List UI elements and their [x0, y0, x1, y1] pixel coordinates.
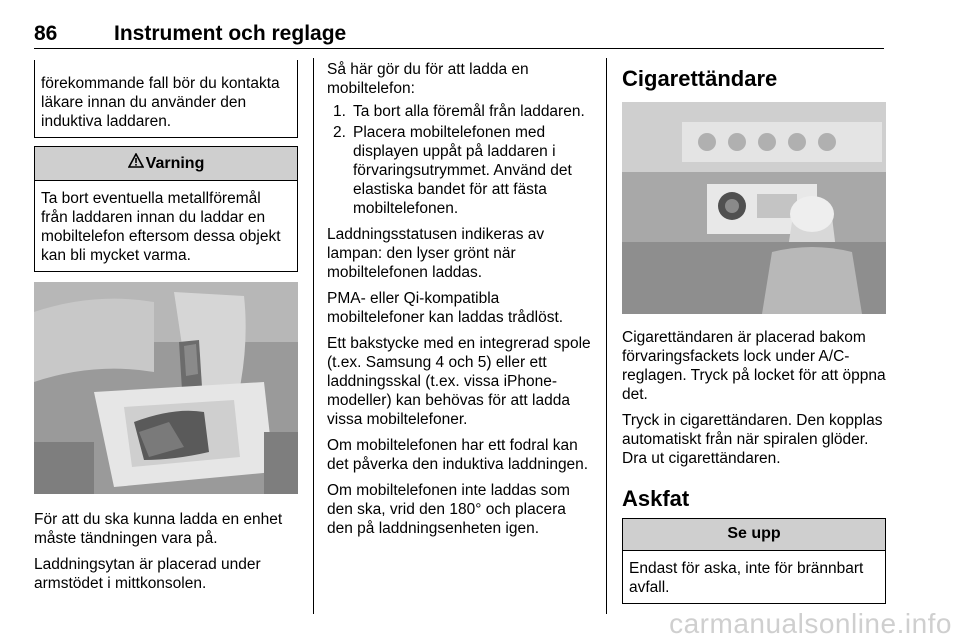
cigarette-usage-paragraph: Tryck in cigarettändaren. Den kopplas automatiskt från när spiralen glöder. Dra ut cigarettändaren. [622, 412, 883, 467]
watermark: carmanualsonline.info [669, 608, 952, 639]
cigarette-lighter-photo [622, 102, 886, 314]
backcover-paragraph: Ett bakstycke med en integrerad spole (t.ex. Samsung 4 och 5) eller ett laddningsskal (t.ex. vissa iPhone-modeller) kan behövas för att ladda vissa mobiltelefoner. [327, 335, 591, 428]
warning-title: Varning [145, 155, 205, 172]
status-paragraph: Laddningsstatusen indikeras av lampan: den lyser grönt när mobiltelefonen laddas. [327, 226, 545, 281]
cigarette-lighter-heading: Cigarettändare [622, 66, 778, 91]
column-2 [327, 60, 593, 545]
step-2: 2. Placera mobiltelefonen med displayen uppåt på laddaren i förvaringsutrymmet. Använd det elastiska bandet för att fästa mobiltelefonen. [333, 124, 572, 217]
column-divider-1 [313, 58, 314, 614]
charging-steps [327, 102, 593, 218]
continued-note-box [34, 60, 298, 138]
ignition-paragraph: För att du ska kunna ladda en enhet måste tändningen vara på. [34, 511, 283, 547]
continued-note-text: förekommande fall bör du kontakta läkare innan du använder den induktiva laddaren. [41, 75, 280, 130]
step-1: 1. Ta bort alla föremål från laddaren. [333, 103, 585, 120]
column-divider-2 [606, 58, 607, 614]
column-1 [34, 60, 298, 600]
ashtray-heading: Askfat [622, 486, 690, 511]
warning-box [34, 146, 298, 272]
compatibility-paragraph: PMA- eller Qi-kompatibla mobiltelefoner kan laddas trådlöst. [327, 290, 564, 326]
warning-text: Ta bort eventuella metallföremål från laddaren innan du laddar en mobiltelefon eftersom dessa objekt kan bli mycket varma. [41, 190, 281, 264]
rotate-paragraph: Om mobiltelefonen inte laddas som den ska, vrid den 180° och placera den på laddningsenheten igen. [327, 482, 570, 537]
page-number: 86 [34, 22, 58, 45]
page-header [34, 22, 884, 49]
warning-header [35, 147, 297, 181]
caution-box [622, 518, 886, 604]
caution-header: Se upp [623, 519, 885, 551]
location-paragraph: Laddningsytan är placerad under armstödet i mittkonsolen. [34, 556, 261, 592]
warning-triangle-icon [128, 153, 144, 173]
cigarette-location-paragraph: Cigarettändaren är placerad bakom förvaringsfackets lock under A/C-reglagen. Tryck på locket för att öppna det. [622, 329, 886, 403]
wireless-charger-photo [34, 282, 298, 494]
case-paragraph: Om mobiltelefonen har ett fodral kan det påverka den induktiva laddningen. [327, 437, 589, 473]
charging-intro: Så här gör du för att ladda en mobiltelefon: [327, 61, 529, 97]
chapter-title: Instrument och reglage [114, 22, 347, 45]
column-3 [622, 60, 886, 604]
caution-text: Endast för aska, inte för brännbart avfall. [629, 560, 864, 596]
